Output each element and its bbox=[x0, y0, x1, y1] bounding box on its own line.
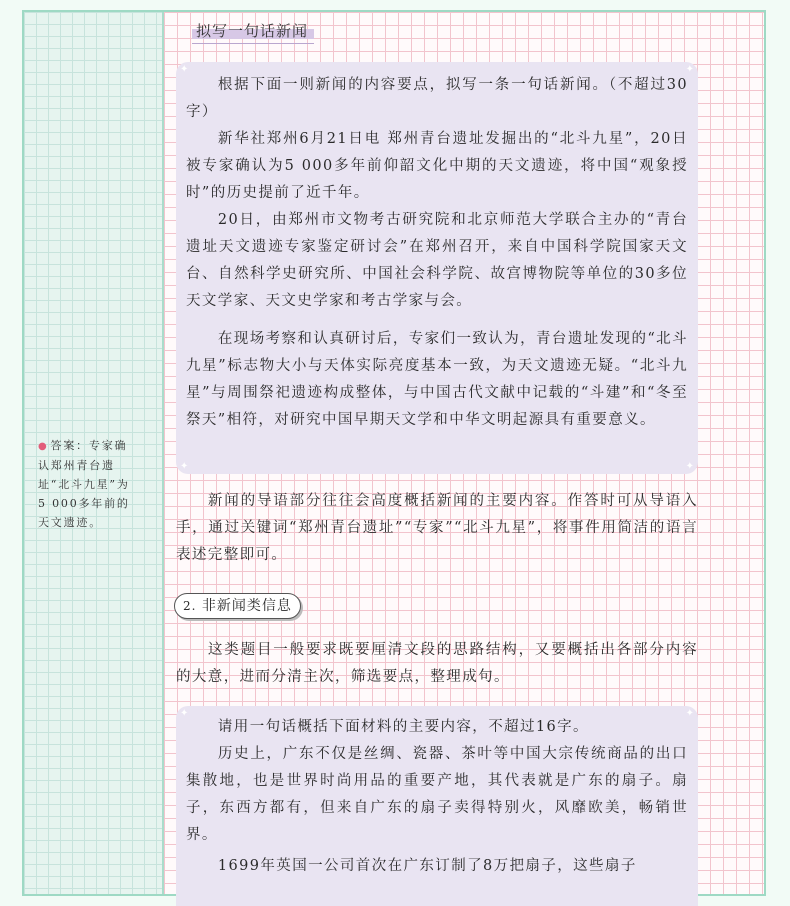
box-1-paragraph: 20日，由郑州市文物考古研究院和北京师范大学联合主办的“青台遗址天文遗迹专家鉴定研讨会”在郑州召开，来自中国科学院国家天文台、自然科学史研究所、中国社会科学院、故宫博物院等单位的30多位天文学家、天文史学家和考古学家与会。 bbox=[186, 212, 688, 309]
corner-star-icon: ✦ bbox=[685, 64, 694, 75]
answer-note-text: 答案：专家确认郑州青台遗址“北斗九星”为5 000多年前的天文遗迹。 bbox=[38, 439, 130, 529]
section-1-title: 拟写一句话新闻 bbox=[196, 22, 309, 40]
section-heading-2 bbox=[174, 593, 301, 619]
corner-star-icon: ✦ bbox=[180, 708, 189, 719]
box-1-paragraph: 在现场考察和认真研讨后，专家们一致认为，青台遗址发现的“北斗九星”标志物大小与天体实际亮度基本一致，为天文遗迹无疑。“北斗九星”与周围祭祀遗迹构成整体，与中国古代文献中记载的“斗建”和“冬至祭天”相符，对研究中国早期天文学和中华文明起源具有重要意义。 bbox=[186, 331, 688, 428]
box-2-paragraph: 历史上，广东不仅是丝绸、瓷器、茶叶等中国大宗传统商品的出口集散地，也是世界时尚用品的重要产地，其代表就是广东的扇子。扇子，东西方都有，但来自广东的扇子卖得特别火，风靡欧美，畅销世界。 bbox=[186, 746, 688, 843]
corner-star-icon: ✦ bbox=[180, 64, 189, 75]
box-1-paragraph: 根据下面一则新闻的内容要点，拟写一条一句话新闻。（不超过30字） bbox=[186, 77, 688, 120]
explanation-paragraph: 新闻的导语部分往往会高度概括新闻的主要内容。作答时可从导语入手，通过关键词“郑州青台遗址”“专家”“北斗九星”，将事件用简洁的语言表述完整即可。 bbox=[176, 493, 698, 563]
corner-star-icon: ✦ bbox=[685, 708, 694, 719]
bullet-dot-icon: ● bbox=[38, 441, 49, 452]
box-2-paragraph: 1699年英国一公司首次在广东订制了8万把扇子，这些扇子 bbox=[217, 858, 637, 874]
section-2-title: 非新闻类信息 bbox=[201, 598, 292, 614]
box-2-paragraph: 请用一句话概括下面材料的主要内容，不超过16字。 bbox=[217, 719, 589, 735]
section-heading-1 bbox=[192, 18, 314, 44]
corner-star-icon: ✦ bbox=[685, 461, 694, 472]
section-2-intro: 这类题目一般要求既要厘清文段的思路结构，又要概括出各部分内容的大意，进而分清主次，筛选要点，整理成句。 bbox=[176, 642, 698, 685]
corner-star-icon: ✦ bbox=[180, 461, 189, 472]
section-2-number: 2. bbox=[183, 599, 197, 613]
answer-note bbox=[38, 436, 130, 532]
box-1-paragraph: 新华社郑州6月21日电 郑州青台遗址发掘出的“北斗九星”，20日被专家确认为5 000多年前仰韶文化中期的天文遗迹，将中国“观象授时”的历史提前了近千年。 bbox=[186, 131, 688, 201]
